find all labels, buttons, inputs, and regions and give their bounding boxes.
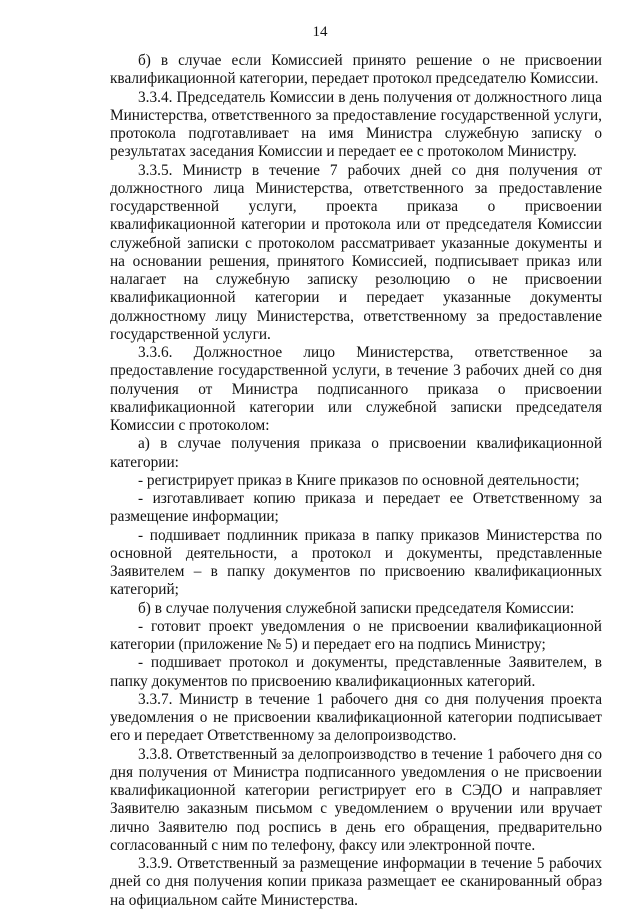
paragraph-3-3-5: 3.3.5. Министр в течение 7 рабочих дней со дня получения от должностного лица Министерства, ответственного за предоставление государственной услуги, проекта приказа о присвоении квалификационной категории и протокола или от председателя Комиссии служебной записки с протоколом рассматривает указанные документы и на основании решения, принятого Комиссией, подписывает приказ или налагает на служебную записку резолюцию о не присвоении квалификационной категории и передает указанные документы должностному лицу Министерства, ответственному за предоставление государственной услуги. (110, 161, 602, 343)
paragraph-3-3-6: 3.3.6. Должностное лицо Министерства, ответственное за предоставление государственной услуги, в течение 3 рабочих дней со дня получения от Министра подписанного приказа о присвоении квалификационной категории или служебной записки председателя Комиссии с протоколом: (110, 344, 602, 434)
paragraph-b-memo: б) в случае получения служебной записки председателя Комиссии: (138, 599, 575, 617)
list-item-copy: - изготавливает копию приказа и передает ее Ответственному за размещение информации; (110, 490, 602, 526)
paragraph-3-3-4: 3.3.4. Председатель Комиссии в день получения от должностного лица Министерства, ответственного за предоставление государственной услуги, протокола подготавливает на имя Министра служебную записку о результатах заседания Комиссии и передает ее с протоколом Министру. (110, 88, 602, 161)
list-item-file-protocol: - подшивает протокол и документы, представленные Заявителем, в папку документов по присвоению квалификационных категорий. (110, 654, 602, 690)
document-body (110, 52, 602, 910)
paragraph-a-order: а) в случае получения приказа о присвоении квалификационной категории: (110, 435, 602, 471)
paragraph-3-3-9: 3.3.9. Ответственный за размещение информации в течение 5 рабочих дней со дня получения копии приказа размещает ее сканированный образ на официальном сайте Министерства. (110, 855, 602, 909)
paragraph-3-3-8: 3.3.8. Ответственный за делопроизводство в течение 1 рабочего дня со дня получения от Министра подписанного уведомления о не присвоении квалификационной категории регистрирует его в СЭДО и направляет Заявителю заказным письмом с уведомлением о вручении или вручает лично Заявителю под роспись в день его обращения, предварительно согласованный с ним по телефону, факсу или электронной почте. (110, 745, 602, 854)
paragraph-b-protocol: б) в случае если Комиссией принято решение о не присвоении квалификационной категории, передает протокол председателю Комиссии. (110, 52, 602, 88)
page-number: 14 (312, 24, 328, 40)
list-item-file: - подшивает подлинник приказа в папку приказов Министерства по основной деятельности, а протокол и документы, представленные Заявителем – в папку документов по присвоению квалификационных категорий; (110, 526, 602, 599)
paragraph-3-3-7: 3.3.7. Министр в течение 1 рабочего дня со дня получения проекта уведомления о не присвоении квалификационной категории подписывает его и передает Ответственному за делопроизводство. (110, 690, 602, 745)
list-item-register: - регистрирует приказ в Книге приказов по основной деятельности; (138, 471, 580, 489)
list-item-prepare-notice: - готовит проект уведомления о не присвоении квалификационной категории (приложение № 5) и передает его на подпись Министру; (110, 617, 602, 653)
